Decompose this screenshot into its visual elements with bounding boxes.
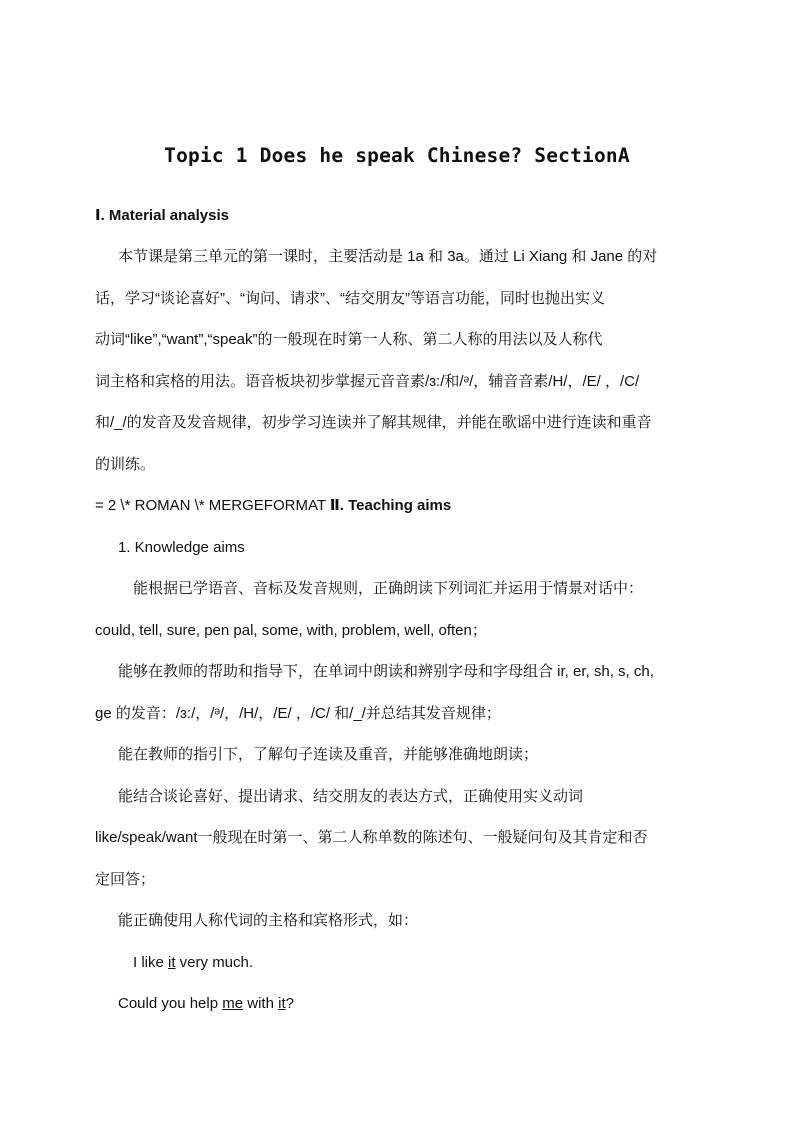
example-text: with: [243, 995, 279, 1012]
example-sentence: [118, 994, 294, 1014]
underlined-pronoun: it: [278, 995, 286, 1012]
aim-line: 能结合谈论喜好、提出请求、结交朋友的表达方式，正确使用实义动词: [118, 788, 584, 805]
paragraph-line: 和/_/的发音及发音规律，初步学习连读并了解其规律，并能在歌谣中进行连读和重音: [95, 414, 652, 431]
section-heading-text: Ⅱ. Teaching aims: [329, 497, 452, 514]
example-text: ?: [285, 995, 294, 1012]
paragraph-line: 动词“like”,“want”,“speak”的一般现在时第一人称、第二人称的用法以及人称代: [95, 331, 603, 348]
field-code-text: = 2 \* ROMAN \* MERGEFORMAT: [95, 497, 330, 514]
aim-line: 能够在教师的帮助和指导下，在单词中朗读和辨别字母和字母组合 ir, er, sh, s, ch,: [118, 663, 654, 680]
page-title: Topic 1 Does he speak Chinese? SectionA: [164, 144, 630, 167]
example-text: I like: [133, 954, 169, 971]
subheading-knowledge-aims: 1. Knowledge aims: [118, 539, 245, 556]
aim-line: like/speak/want一般现在时第一、第二人称单数的陈述句、一般疑问句及其肯定和否: [95, 829, 648, 846]
paragraph-line: 话，学习“谈论喜好”、“询问、请求”、“结交朋友”等语言功能，同时也抛出实义: [95, 290, 605, 307]
aim-line: 能正确使用人称代词的主格和宾格形式，如：: [118, 912, 419, 929]
section-heading-teaching-aims: [95, 496, 451, 516]
paragraph-line: 的训练。: [95, 456, 156, 473]
example-sentence: [133, 953, 253, 973]
paragraph-line: 本节课是第三单元的第一课时，主要活动是 1a 和 3a。通过 Li Xiang 和 Jane 的对: [118, 248, 658, 265]
paragraph-line: 词主格和宾格的用法。语音板块初步掌握元音音素/ɜ:/和/ᵊ/，辅音音素/H/，/E/ ，/C/: [95, 373, 640, 390]
aim-line: could, tell, sure, pen pal, some, with, problem, well, often；: [95, 622, 487, 639]
aim-line: 能根据已学语音、音标及发音规则，正确朗读下列词汇并运用于情景对话中：: [133, 580, 644, 597]
underlined-pronoun: it: [168, 954, 176, 971]
underlined-pronoun: me: [222, 995, 244, 1012]
example-text: Could you help: [118, 995, 223, 1012]
example-text: very much.: [175, 954, 254, 971]
section-heading-material-analysis: Ⅰ. Material analysis: [95, 207, 229, 224]
aim-line: 定回答；: [95, 871, 156, 888]
aim-line: ge 的发音：/ɜ:/，/ᵊ/，/H/，/E/ ，/C/ 和/_/并总结其发音规律；: [95, 705, 501, 722]
aim-line: 能在教师的指引下，了解句子连读及重音，并能够准确地朗读；: [118, 746, 539, 763]
